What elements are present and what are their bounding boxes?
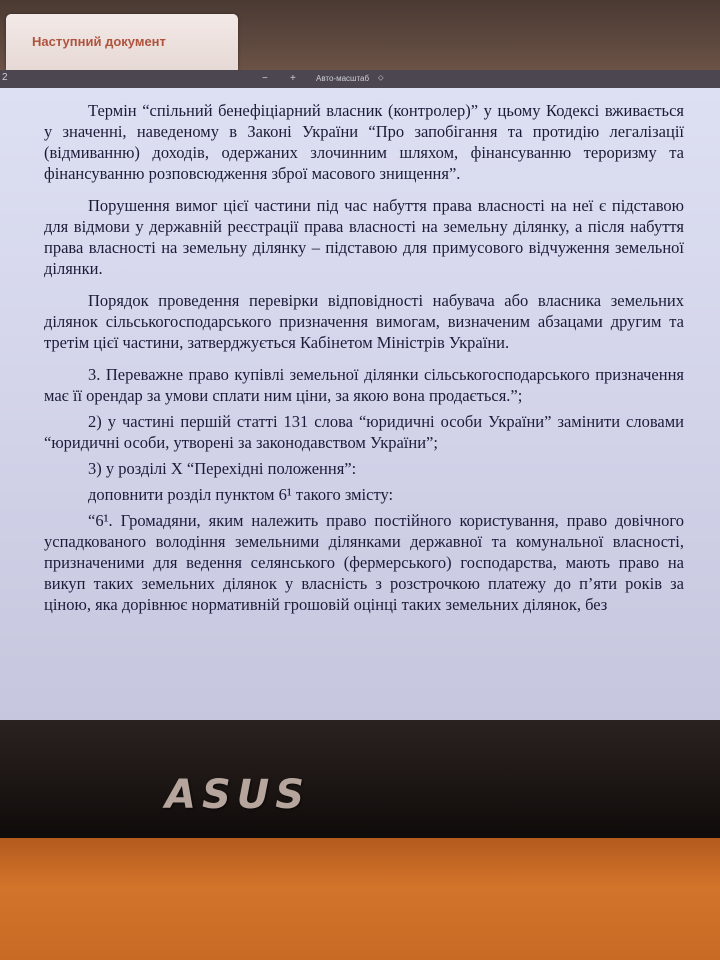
paragraph-point-6-1: “6¹. Громадяни, яким належить право постійного користування, право довічного успадкованого володіння земельними ділянками державної та комунальної власності, призначеними для ведення селянського (фермерського) господарства, мають право на викуп таких земельних ділянок у власність з розстрочкою платежу до п’яти років за ціною, яка дорівнює нормативній грошовій оцінці таких земельних ділянок, без [44,511,684,614]
paragraph-article-131: 2) у частині першій статті 131 слова “юридичні особи України” замінити словами “юридичні особи, утворені за законодавством України”; [44,412,684,452]
pdf-toolbar [0,70,720,88]
paragraph-preemptive-right: 3. Переважне право купівлі земельної ділянки сільськогосподарського призначення має її орендар за умови сплати ним ціни, за якою вона продається.”; [44,365,684,405]
next-document-tab[interactable] [6,14,238,70]
chevron-down-icon[interactable]: ⬦ [378,73,384,82]
document-body [44,100,684,626]
tab-label: Наступний документ [32,34,166,49]
paragraph-violation: Порушення вимог цієї частини під час набуття права власності на неї є підставою для відмови у державній реєстрації права власності на земельну ділянку, а після набуття права власності на земельну ділянку – підставою для примусового відчуження земельної ділянки. [44,196,684,278]
desk-surface [0,838,720,960]
asus-logo: ASUS [165,772,311,818]
paragraph-beneficiary-term: Термін “спільний бенефіціарний власник (контролер)” у цьому Кодексі вживається у значенні, наведеному в Законі України “Про запобігання та протидію легалізації (відмиванню) доходів, одержаних злочинним шляхом, фінансуванню тероризму та фінансуванню розповсюдження зброї масового знищення”. [44,101,684,183]
paragraph-verification-procedure: Порядок проведення перевірки відповідності набувача або власника земельних ділянок сільськогосподарського призначення вимогам, визначеним абзацами другим та третім цієї частини, затверджується Кабінетом Міністрів України. [44,291,684,352]
zoom-in-button[interactable]: + [290,73,296,84]
paragraph-add-point: доповнити розділ пунктом 6¹ такого змісту: [88,485,394,504]
document-page [0,88,720,720]
monitor-bottom-bezel [0,720,720,840]
paragraph-section-x: 3) у розділі Х “Перехідні положення”: [88,459,357,478]
zoom-mode-select[interactable]: Авто-масштаб [316,74,370,83]
zoom-out-button[interactable]: − [262,73,268,84]
page-indicator: 2 [2,72,8,83]
